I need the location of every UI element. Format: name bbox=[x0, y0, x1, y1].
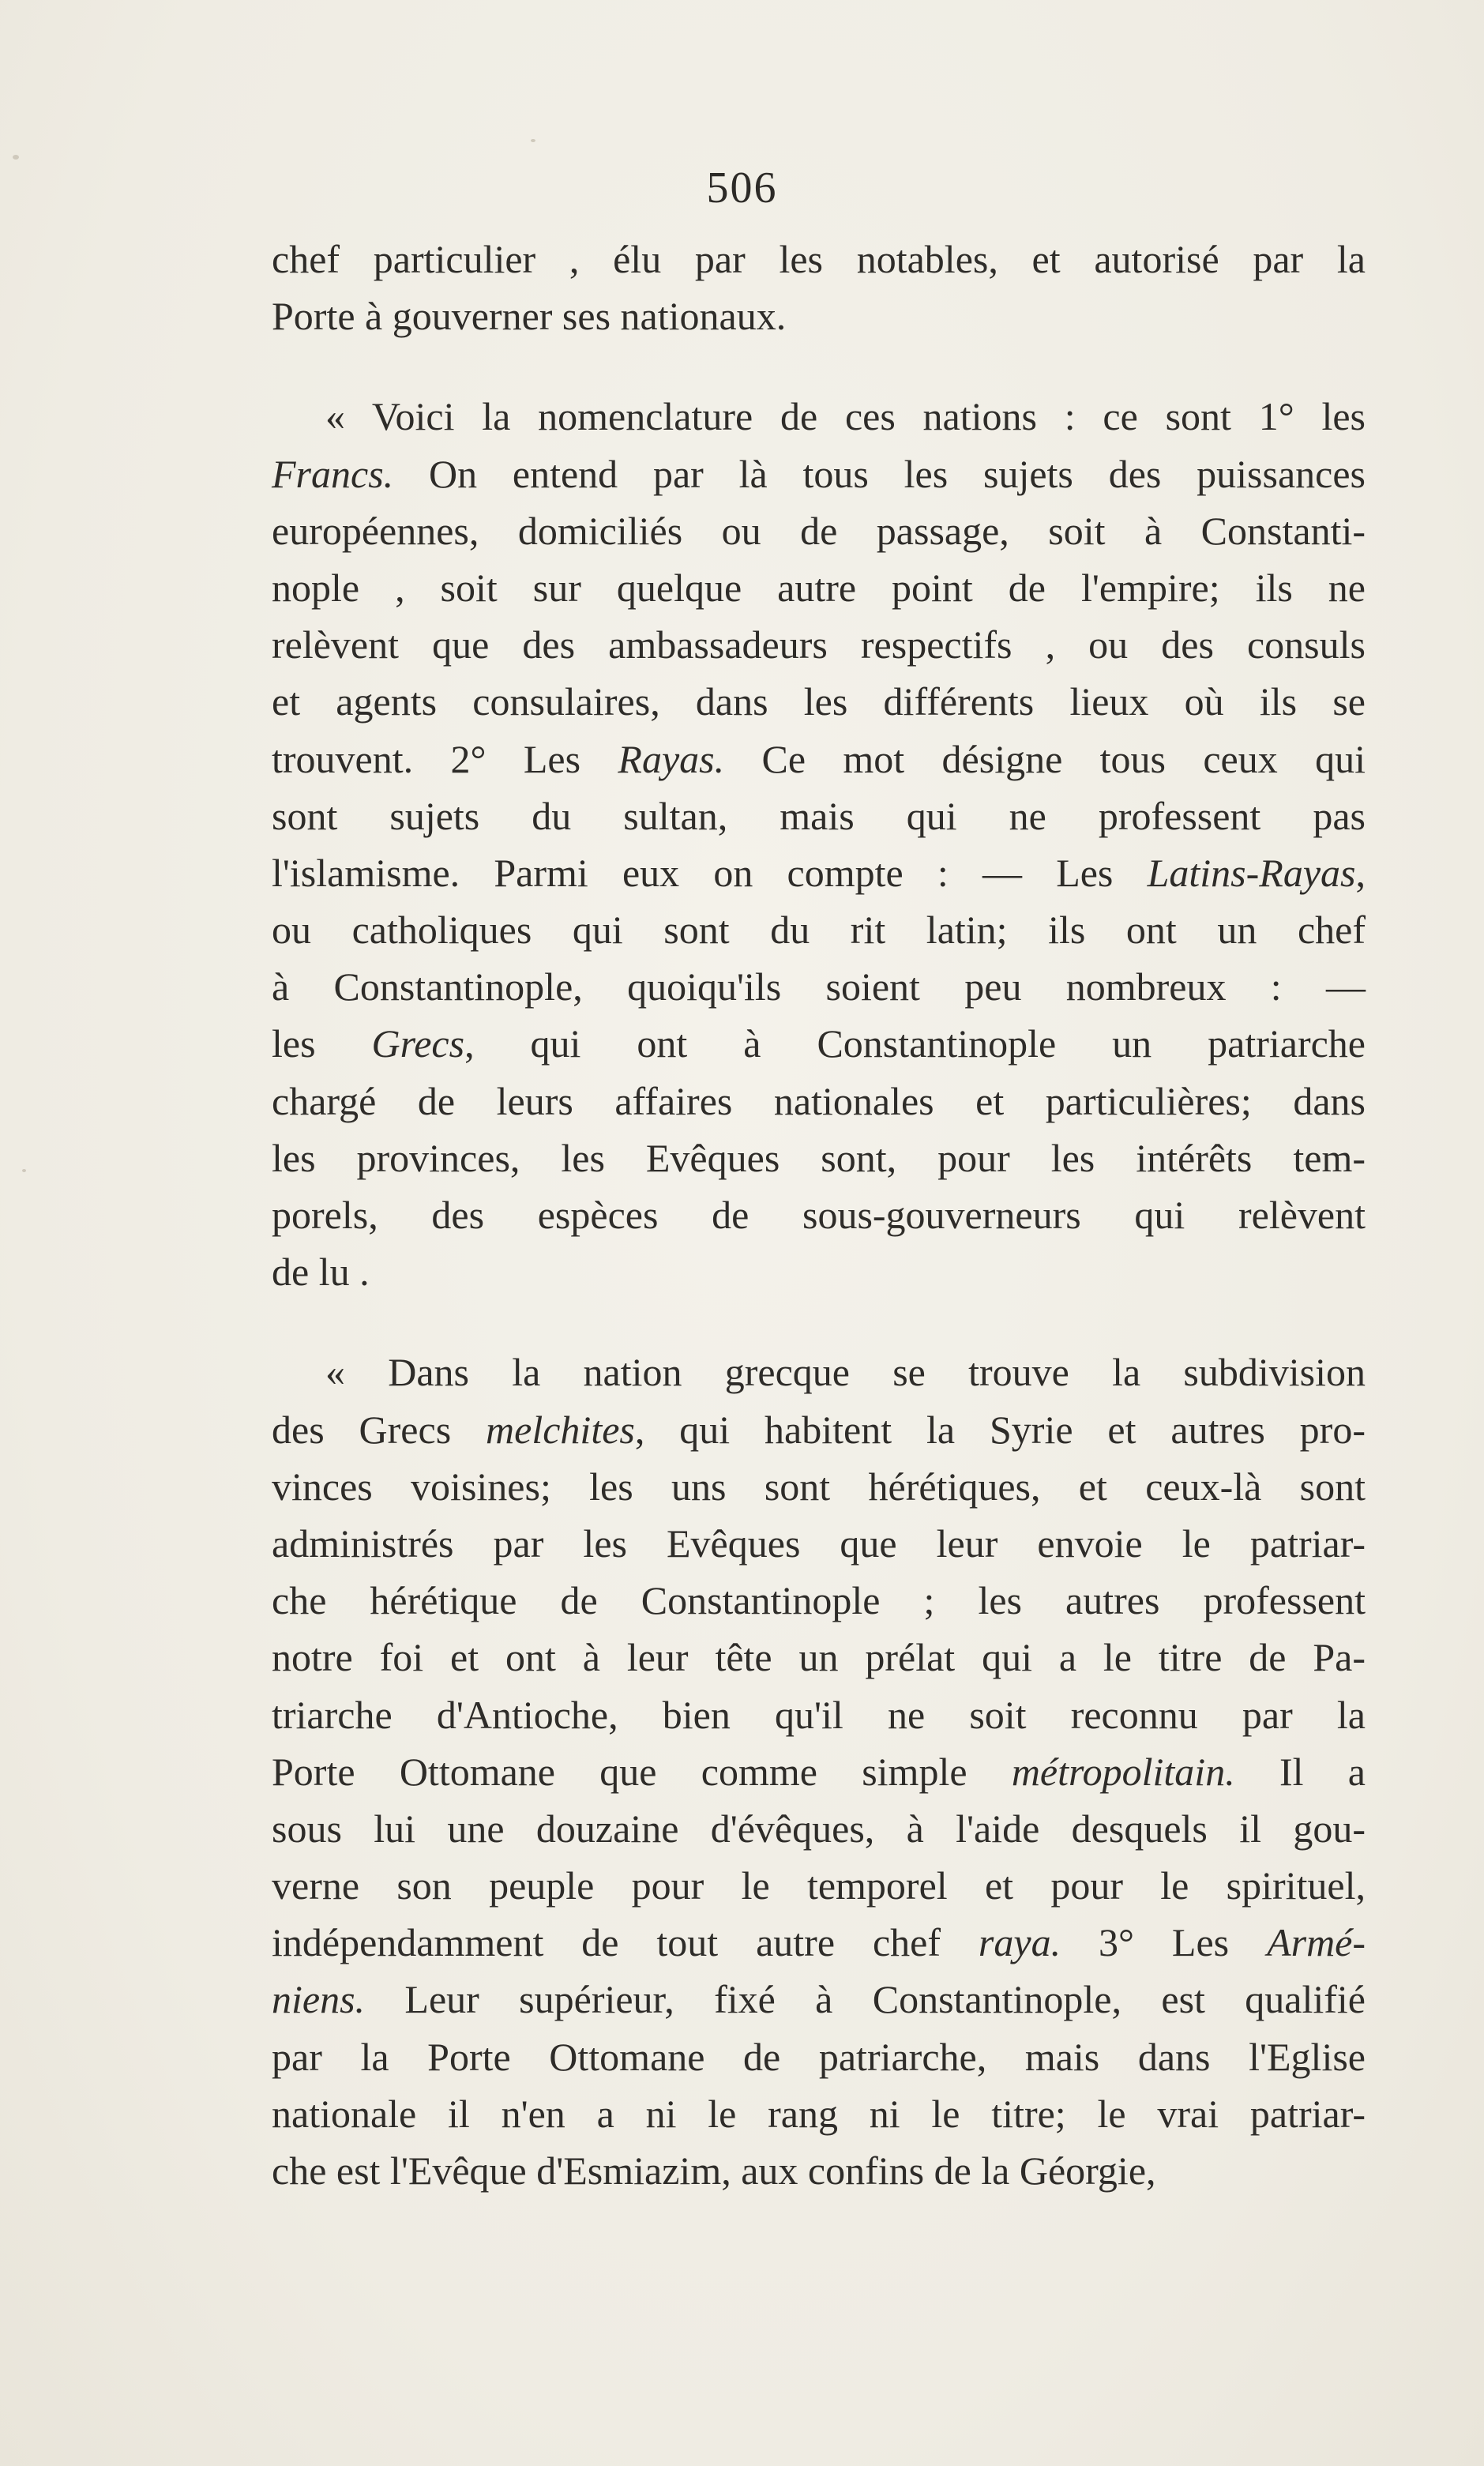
italic-text: raya. bbox=[978, 1920, 1061, 1965]
text-run: et agents consulaires, dans les différents lieux où ils se bbox=[272, 679, 1366, 724]
text-line bbox=[272, 901, 1366, 958]
italic-text: Francs. bbox=[272, 451, 394, 496]
text-run: nationale il n'en a ni le rang ni le titre; le vrai patriar- bbox=[272, 2091, 1366, 2136]
text-run: chargé de leurs affaires nationales et particulières; dans bbox=[272, 1078, 1366, 1123]
text-line bbox=[272, 502, 1366, 559]
text-line bbox=[272, 1743, 1366, 1800]
paper-speck bbox=[22, 1169, 26, 1172]
paper-speck bbox=[531, 139, 535, 142]
text-run: Porte Ottomane que comme simple bbox=[272, 1749, 1012, 1794]
page-number: 506 bbox=[706, 164, 778, 212]
text-line bbox=[272, 2085, 1366, 2142]
text-run: vinces voisines; les uns sont hérétiques, et ceux-là sont bbox=[272, 1464, 1366, 1509]
text-line bbox=[272, 288, 1366, 344]
text-run: 3° Les bbox=[1061, 1920, 1268, 1965]
text-line bbox=[272, 616, 1366, 673]
italic-text: Grecs bbox=[371, 1021, 465, 1066]
text-line bbox=[272, 1629, 1366, 1686]
text-run: porels, des espèces de sous-gouverneurs qui relèvent bbox=[272, 1193, 1366, 1237]
text-line bbox=[272, 673, 1366, 730]
text-line bbox=[272, 1344, 1366, 1400]
paragraph bbox=[272, 231, 1366, 344]
text-line bbox=[272, 445, 1366, 502]
text-line bbox=[272, 1073, 1366, 1130]
text-run: verne son peuple pour le temporel et pour le spirituel, bbox=[272, 1863, 1366, 1908]
text-run: On entend par là tous les sujets des puissances bbox=[393, 451, 1366, 496]
text-run: relèvent que des ambassadeurs respectifs , ou des consuls bbox=[272, 622, 1366, 667]
text-run: « Dans la nation grecque se trouve la subdivision bbox=[325, 1350, 1366, 1395]
text-line bbox=[272, 2142, 1366, 2199]
text-run: Il a bbox=[1234, 1749, 1366, 1794]
text-run: sont sujets du sultan, mais qui ne professent pas bbox=[272, 793, 1366, 838]
text-line bbox=[272, 1186, 1366, 1243]
text-run: administrés par les Evêques que leur envoie le patriar- bbox=[272, 1521, 1366, 1566]
italic-text: Rayas. bbox=[618, 736, 725, 781]
italic-text: Armé- bbox=[1267, 1920, 1366, 1965]
paragraph-gap bbox=[272, 344, 1366, 388]
text-run: notre foi et ont à leur tête un prélat qui a le titre de Pa- bbox=[272, 1635, 1366, 1680]
paragraph-gap bbox=[272, 1300, 1366, 1344]
text-run: par la Porte Ottomane de patriarche, mais dans l'Eglise bbox=[272, 2034, 1366, 2079]
italic-text: niens. bbox=[272, 1977, 366, 2022]
text-line bbox=[272, 231, 1366, 288]
text-line bbox=[272, 388, 1366, 445]
text-run: triarche d'Antioche, bien qu'il ne soit reconnu par la bbox=[272, 1692, 1366, 1737]
text-line bbox=[272, 1515, 1366, 1572]
text-run: l'islamisme. Parmi eux on compte : — Les bbox=[272, 850, 1148, 895]
text-line bbox=[272, 1015, 1366, 1072]
text-run: « Voici la nomenclature de ces nations : ce sont 1° les bbox=[325, 394, 1366, 439]
text-line bbox=[272, 788, 1366, 844]
text-line bbox=[272, 1857, 1366, 1914]
text-line bbox=[272, 958, 1366, 1015]
text-run: Porte à gouverner ses nationaux. bbox=[272, 294, 787, 339]
italic-text: Latins-Rayas bbox=[1147, 850, 1356, 895]
text-run: européennes, domiciliés ou de passage, soit à Constanti- bbox=[272, 508, 1366, 553]
paragraph bbox=[272, 388, 1366, 1300]
text-line bbox=[272, 1800, 1366, 1857]
italic-text: métropolitain. bbox=[1011, 1749, 1235, 1794]
text-line bbox=[272, 1914, 1366, 1971]
text-run: les bbox=[272, 1021, 372, 1066]
text-line bbox=[272, 844, 1366, 901]
text-run: che hérétique de Constantinople ; les autres professent bbox=[272, 1578, 1366, 1623]
text-run: nople , soit sur quelque autre point de l'empire; ils ne bbox=[272, 565, 1366, 610]
body-text bbox=[272, 231, 1366, 2199]
text-line bbox=[272, 731, 1366, 788]
text-line bbox=[272, 1971, 1366, 2028]
text-line bbox=[272, 1401, 1366, 1458]
text-line bbox=[272, 1458, 1366, 1515]
paper-speck bbox=[13, 155, 19, 160]
text-line bbox=[272, 1572, 1366, 1629]
italic-text: melchites bbox=[486, 1407, 635, 1452]
text-run: , bbox=[1355, 850, 1366, 895]
text-line bbox=[272, 1686, 1366, 1743]
text-line bbox=[272, 1130, 1366, 1186]
text-run: trouvent. 2° Les bbox=[272, 736, 618, 781]
text-run: indépendamment de tout autre chef bbox=[272, 1920, 979, 1965]
text-run: les provinces, les Evêques sont, pour les intérêts tem- bbox=[272, 1135, 1366, 1180]
text-run: des Grecs bbox=[272, 1407, 487, 1452]
paragraph bbox=[272, 1344, 1366, 2199]
text-run: de lu . bbox=[272, 1250, 370, 1295]
text-line bbox=[272, 1243, 1366, 1300]
text-run: sous lui une douzaine d'évêques, à l'aide desquels il gou- bbox=[272, 1806, 1366, 1851]
text-run: , qui ont à Constantinople un patriarche bbox=[464, 1021, 1366, 1066]
text-run: Leur supérieur, fixé à Constantinople, est qualifié bbox=[365, 1977, 1366, 2022]
text-run: , qui habitent la Syrie et autres pro- bbox=[634, 1407, 1366, 1452]
text-run: chef particulier , élu par les notables, et autorisé par la bbox=[272, 237, 1366, 281]
text-run: ou catholiques qui sont du rit latin; ils ont un chef bbox=[272, 908, 1366, 953]
text-line bbox=[272, 559, 1366, 616]
text-run: à Constantinople, quoiqu'ils soient peu nombreux : — bbox=[272, 964, 1366, 1009]
text-run: Ce mot désigne tous ceux qui bbox=[724, 736, 1366, 781]
text-run: che est l'Evêque d'Esmiazim, aux confins de la Géorgie, bbox=[272, 2148, 1156, 2193]
text-line bbox=[272, 2028, 1366, 2085]
